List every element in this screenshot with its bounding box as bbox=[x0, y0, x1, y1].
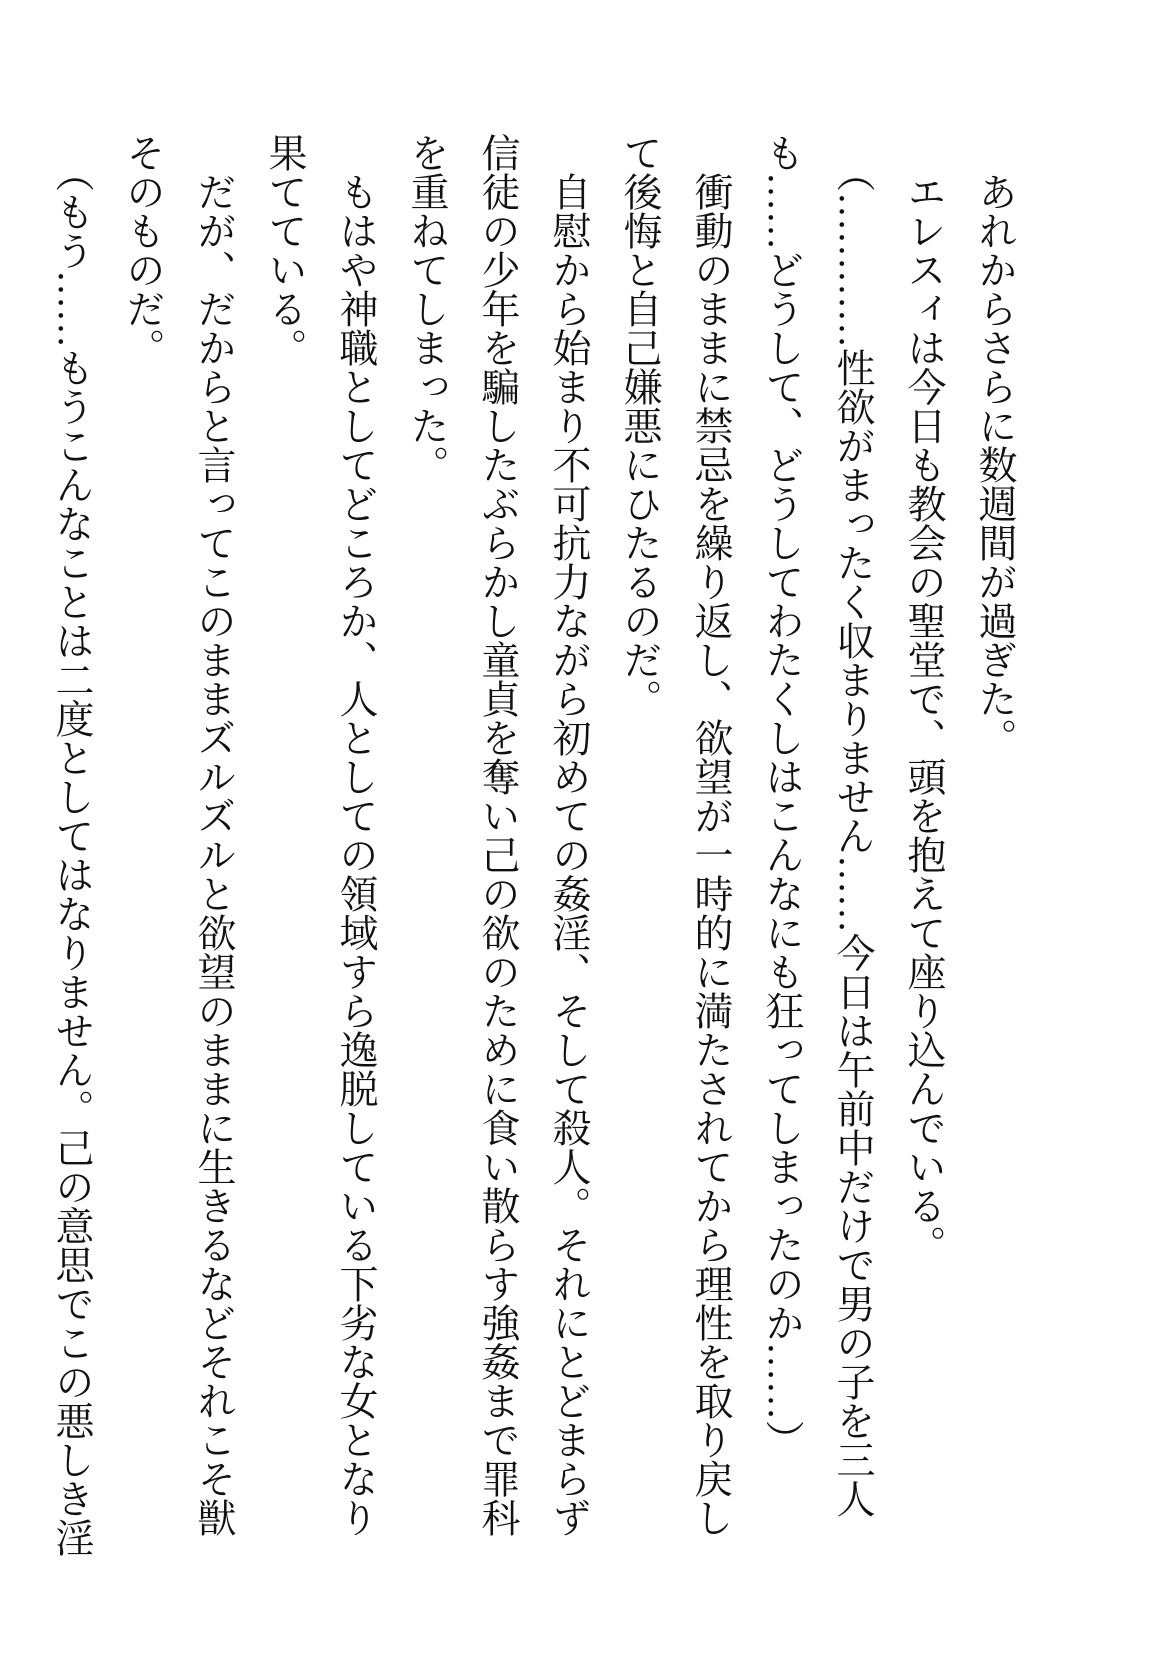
paragraph-4: 衝動のままに禁忌を繰り返し、欲望が一時的に満たされてから理性を取り戻して後悔と自己嫌悪にひたるのだ。 bbox=[618, 133, 732, 1537]
paragraph-1: あれからさらに数週間が過ぎた。 bbox=[973, 172, 1016, 757]
paragraph-6: もはや神職としてどころか、人としての領域すら逸脱している下劣な女となり果てている。 bbox=[263, 133, 377, 1537]
novel-page-text bbox=[35, 133, 1030, 1565]
paragraph-3-monologue: （…………性欲がまったく収まりません……今日は午前中だけで男の子を三人も……どうして、どうしてわたくしはこんなにも狂ってしまったのか……） bbox=[760, 133, 874, 1518]
paragraph-5: 自慰から始まり不可抗力ながら初めての姦淫、そして殺人。それにとどまらず信徒の少年を騙したぶらかし童貞を奪い己の欲のために食い散らす強姦まで罪科を重ねてしまった。 bbox=[405, 133, 590, 1537]
paragraph-8-monologue: （もう……もうこんなことは二度としてはなりません。己の意思でこの悪しき淫 bbox=[50, 152, 93, 1557]
paragraph-2: エレスィは今日も教会の聖堂で、頭を抱えて座り込んでいる。 bbox=[902, 172, 945, 1264]
paragraph-7: だが、だからと言ってこのままズルズルと欲望のままに生きるなどそれこそ獣そのものだ。 bbox=[121, 133, 235, 1537]
